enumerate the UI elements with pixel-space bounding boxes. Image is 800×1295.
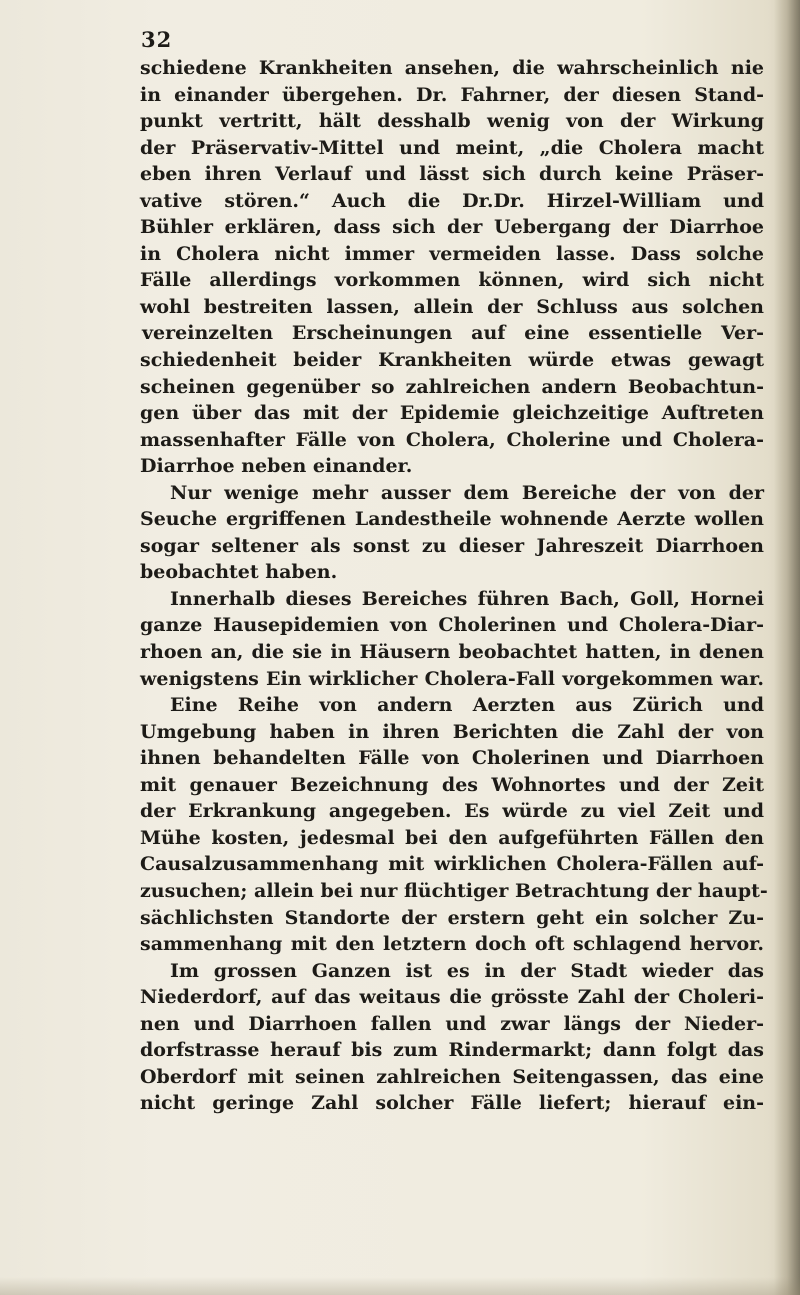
text-line: massenhafter Fälle von Cholera, Cholerine und Cholera- [140,428,764,451]
page-number: 32 [141,27,173,52]
text-line: der Präservativ-Mittel und meint, „die Cholera macht [140,136,764,159]
page-edge-shadow [774,0,800,1295]
text-line: nen und Diarrhoen fallen und zwar längs der Nieder- [140,1012,764,1035]
page-bottom-shadow [0,1277,800,1295]
paragraph-end-line: beobachtet haben. [140,561,338,584]
text-line: mit genauer Bezeichnung des Wohnortes und der Zeit [140,773,764,796]
body-text [140,55,768,1117]
text-line: nicht geringe Zahl solcher Fälle liefert; hierauf ein- [140,1092,764,1115]
text-line: eben ihren Verlauf und lässt sich durch keine Präser- [140,163,764,186]
text-line: Oberdorf mit seinen zahlreichen Seitengassen, das eine [140,1065,764,1088]
text-line: in einander übergehen. Dr. Fahrner, der diesen Stand- [140,83,764,106]
text-line: der Erkrankung angegeben. Es würde zu viel Zeit und [140,800,764,823]
text-line: sammenhang mit den letztern doch oft schlagend hervor. [140,933,764,956]
text-line: sächlichsten Standorte der erstern geht ein solcher Zu- [140,906,764,929]
text-line: Bühler erklären, dass sich der Uebergang der Diarrhoe [140,216,764,239]
paragraph-end-line: Diarrhoe neben einander. [140,455,413,478]
text-line: schiedenheit beider Krankheiten würde etwas gewagt [140,349,764,372]
text-line: gen über das mit der Epidemie gleichzeitige Auftreten [140,402,764,425]
text-line: scheinen gegenüber so zahlreichen andern Beobachtun- [140,375,764,398]
text-line: punkt vertritt, hält desshalb wenig von der Wirkung [140,110,764,133]
text-line: wohl bestreiten lassen, allein der Schluss aus solchen [140,295,764,318]
text-line: vereinzelten Erscheinungen auf eine essentielle Ver- [142,322,764,345]
text-line: wenigstens Ein wirklicher Cholera-Fall vorgekommen war. [140,667,764,690]
text-line: dorfstrasse herauf bis zum Rindermarkt; dann folgt das [140,1039,764,1062]
text-line: Seuche ergriffenen Landestheile wohnende Aerzte wollen [140,508,764,531]
text-line: ihnen behandelten Fälle von Cholerinen und Diarrhoen [140,747,764,770]
text-line: in Cholera nicht immer vermeiden lasse. Dass solche [140,242,764,265]
paragraph-start-line: Eine Reihe von andern Aerzten aus Zürich und [170,694,764,717]
text-line: Causalzusammenhang mit wirklichen Cholera-Fällen auf- [140,853,764,876]
text-line: schiedene Krankheiten ansehen, die wahrscheinlich nie [140,57,764,79]
paragraph-start-line: Nur wenige mehr ausser dem Bereiche der von der [170,481,764,504]
text-line: Umgebung haben in ihren Berichten die Zahl der von [140,720,764,743]
text-line: Mühe kosten, jedesmal bei den aufgeführten Fällen den [140,826,764,849]
text-line: Fälle allerdings vorkommen können, wird sich nicht [140,269,764,292]
text-line: Niederdorf, auf das weitaus die grösste Zahl der Choleri- [140,986,764,1009]
paragraph-start-line: Im grossen Ganzen ist es in der Stadt wieder das [170,959,764,982]
text-line: vative stören.“ Auch die Dr.Dr. Hirzel-William und [140,189,764,212]
text-line: zusuchen; allein bei nur flüchtiger Betrachtung der haupt- [140,879,768,902]
text-line: ganze Hausepidemien von Cholerinen und Cholera-Diar- [140,614,764,637]
paragraph-start-line: Innerhalb dieses Bereiches führen Bach, Goll, Hornei [170,587,764,610]
text-line: rhoen an, die sie in Häusern beobachtet hatten, in denen [140,641,764,664]
text-line: sogar seltener als sonst zu dieser Jahreszeit Diarrhoen [140,534,764,557]
